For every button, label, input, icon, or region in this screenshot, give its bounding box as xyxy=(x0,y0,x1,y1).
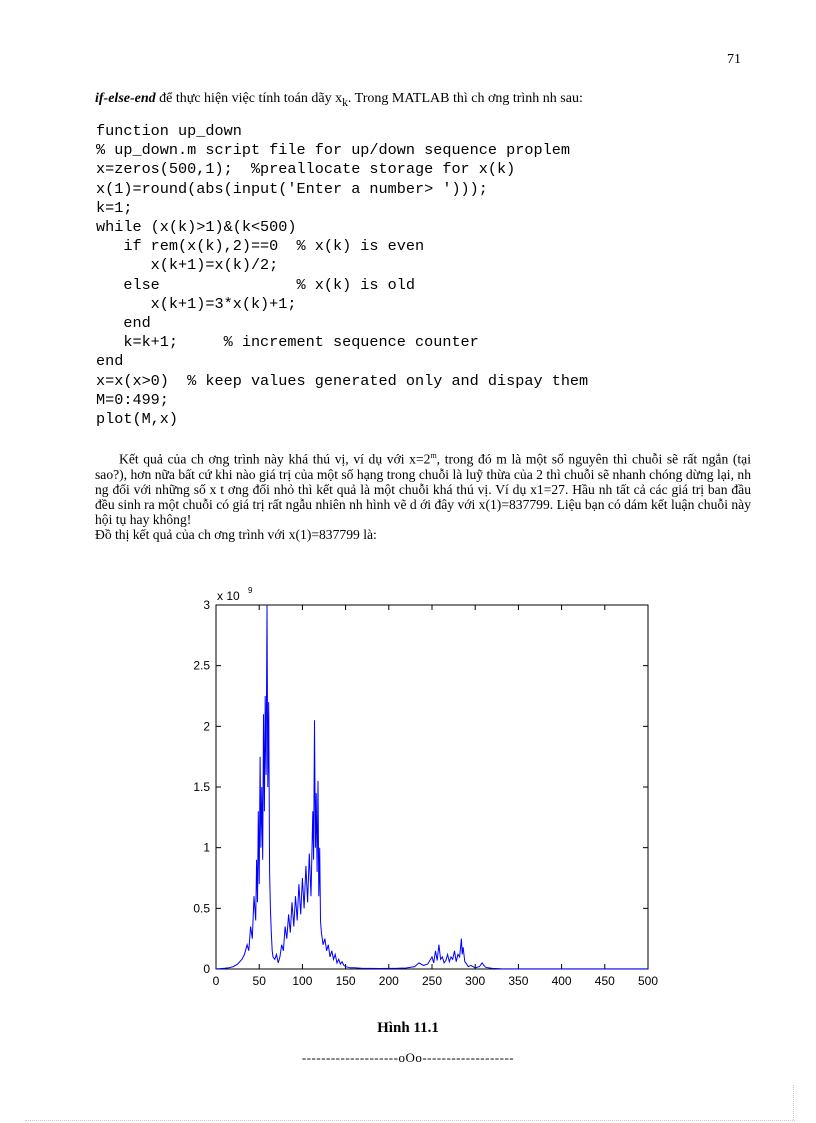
page-number: 71 xyxy=(727,52,741,67)
x-tick-label: 400 xyxy=(551,974,572,988)
sequence-plot xyxy=(180,585,670,995)
footer-separator: --------------------oOo------------------- xyxy=(301,1050,515,1065)
code-line: x(k+1)=x(k)/2; xyxy=(96,256,279,275)
intro-line xyxy=(95,90,755,112)
x-tick-label: 50 xyxy=(252,974,266,988)
code-line: end xyxy=(96,314,151,333)
right-page-border xyxy=(793,1085,794,1120)
x-tick-label: 100 xyxy=(292,974,313,988)
x-tick-label: 300 xyxy=(465,974,486,988)
y-tick-label: 0 xyxy=(203,962,210,976)
code-line: x=zeros(500,1); %preallocate storage for x(k) xyxy=(96,160,516,179)
x-tick-label: 450 xyxy=(594,974,615,988)
code-line: x(k+1)=3*x(k)+1; xyxy=(96,294,297,313)
intro-subscript: k xyxy=(342,95,348,109)
paragraph-part2: , trong đó m là một số nguyên thì chuỗi sẽ rất ngắn (tại sao?), hơn nữa bất cứ khi nào giá trị của một số hạng trong chuỗi là luỹ thừa của 2 thì chuỗi sẽ nhanh chóng dừng lại, nh ng đối với những số x t ơng đối nhỏ thì kết quả là một chuỗi khá thú vị. Ví dụ x1=27. Hầu nh tất cả các giá trị ban đầu đều sinh ra một chuỗi có giá trị rất ngẫu nhiên nh hình vẽ d ới đây với x(1)=837799. Liệu bạn có dám kết luận chuỗi này hội tụ hay không! xyxy=(95,451,751,527)
code-line: while (x(k)>1)&(k<500) xyxy=(96,218,297,237)
code-line: x(1)=round(abs(input('Enter a number> '))); xyxy=(96,179,488,198)
code-line: k=k+1; % increment sequence counter xyxy=(96,333,479,352)
x-tick-label: 500 xyxy=(637,974,659,988)
y-multiplier-exponent: 9 xyxy=(248,586,253,595)
x-tick-label: 200 xyxy=(378,974,399,988)
paragraph-line2: Đồ thị kết quả của ch ơng trình với x(1)=837799 là: xyxy=(95,526,377,542)
x-tick-label: 250 xyxy=(421,974,443,988)
y-tick-label: 1.5 xyxy=(193,780,210,794)
code-line: function up_down xyxy=(96,122,242,140)
paragraph-part1: Kết quả của ch ơng trình này khá thú vị, ví dụ với x=2 xyxy=(119,451,431,467)
bottom-page-border xyxy=(25,1120,795,1121)
intro-text-end: . Trong MATLAB thì ch ơng trình nh sau: xyxy=(347,91,583,106)
code-line: plot(M,x) xyxy=(96,410,179,429)
code-block xyxy=(96,122,588,429)
code-line: x=x(x>0) % keep values generated only and dispay them xyxy=(96,371,589,390)
y-tick-label: 0.5 xyxy=(193,901,210,916)
code-line: else % x(k) is old xyxy=(96,275,415,294)
paragraph-superscript: m xyxy=(430,451,437,460)
code-line: k=1; xyxy=(96,198,133,217)
code-line: % up_down.m script file for up/down sequence proplem xyxy=(96,141,570,160)
plot-area xyxy=(216,605,648,969)
y-tick-label: 2 xyxy=(203,719,210,734)
intro-text: để thực hiện việc tính toán dãy x xyxy=(155,91,343,106)
result-paragraph xyxy=(95,448,751,542)
y-multiplier-label: x 10 xyxy=(217,589,240,603)
code-line: end xyxy=(96,352,124,371)
figure-caption: Hình 11.1 xyxy=(377,1020,439,1036)
keyword-if-else-end: if-else-end xyxy=(95,91,156,106)
y-tick-label: 2.5 xyxy=(193,658,210,673)
x-tick-label: 150 xyxy=(335,974,356,988)
paragraph-body xyxy=(95,448,751,527)
x-tick-label: 0 xyxy=(212,974,220,988)
code-line: M=0:499; xyxy=(96,390,169,409)
x-tick-label: 350 xyxy=(508,974,529,988)
chart-container xyxy=(180,585,670,995)
y-tick-label: 3 xyxy=(203,598,210,612)
code-line: if rem(x(k),2)==0 % x(k) is even xyxy=(96,237,425,256)
y-tick-label: 1 xyxy=(203,840,210,855)
